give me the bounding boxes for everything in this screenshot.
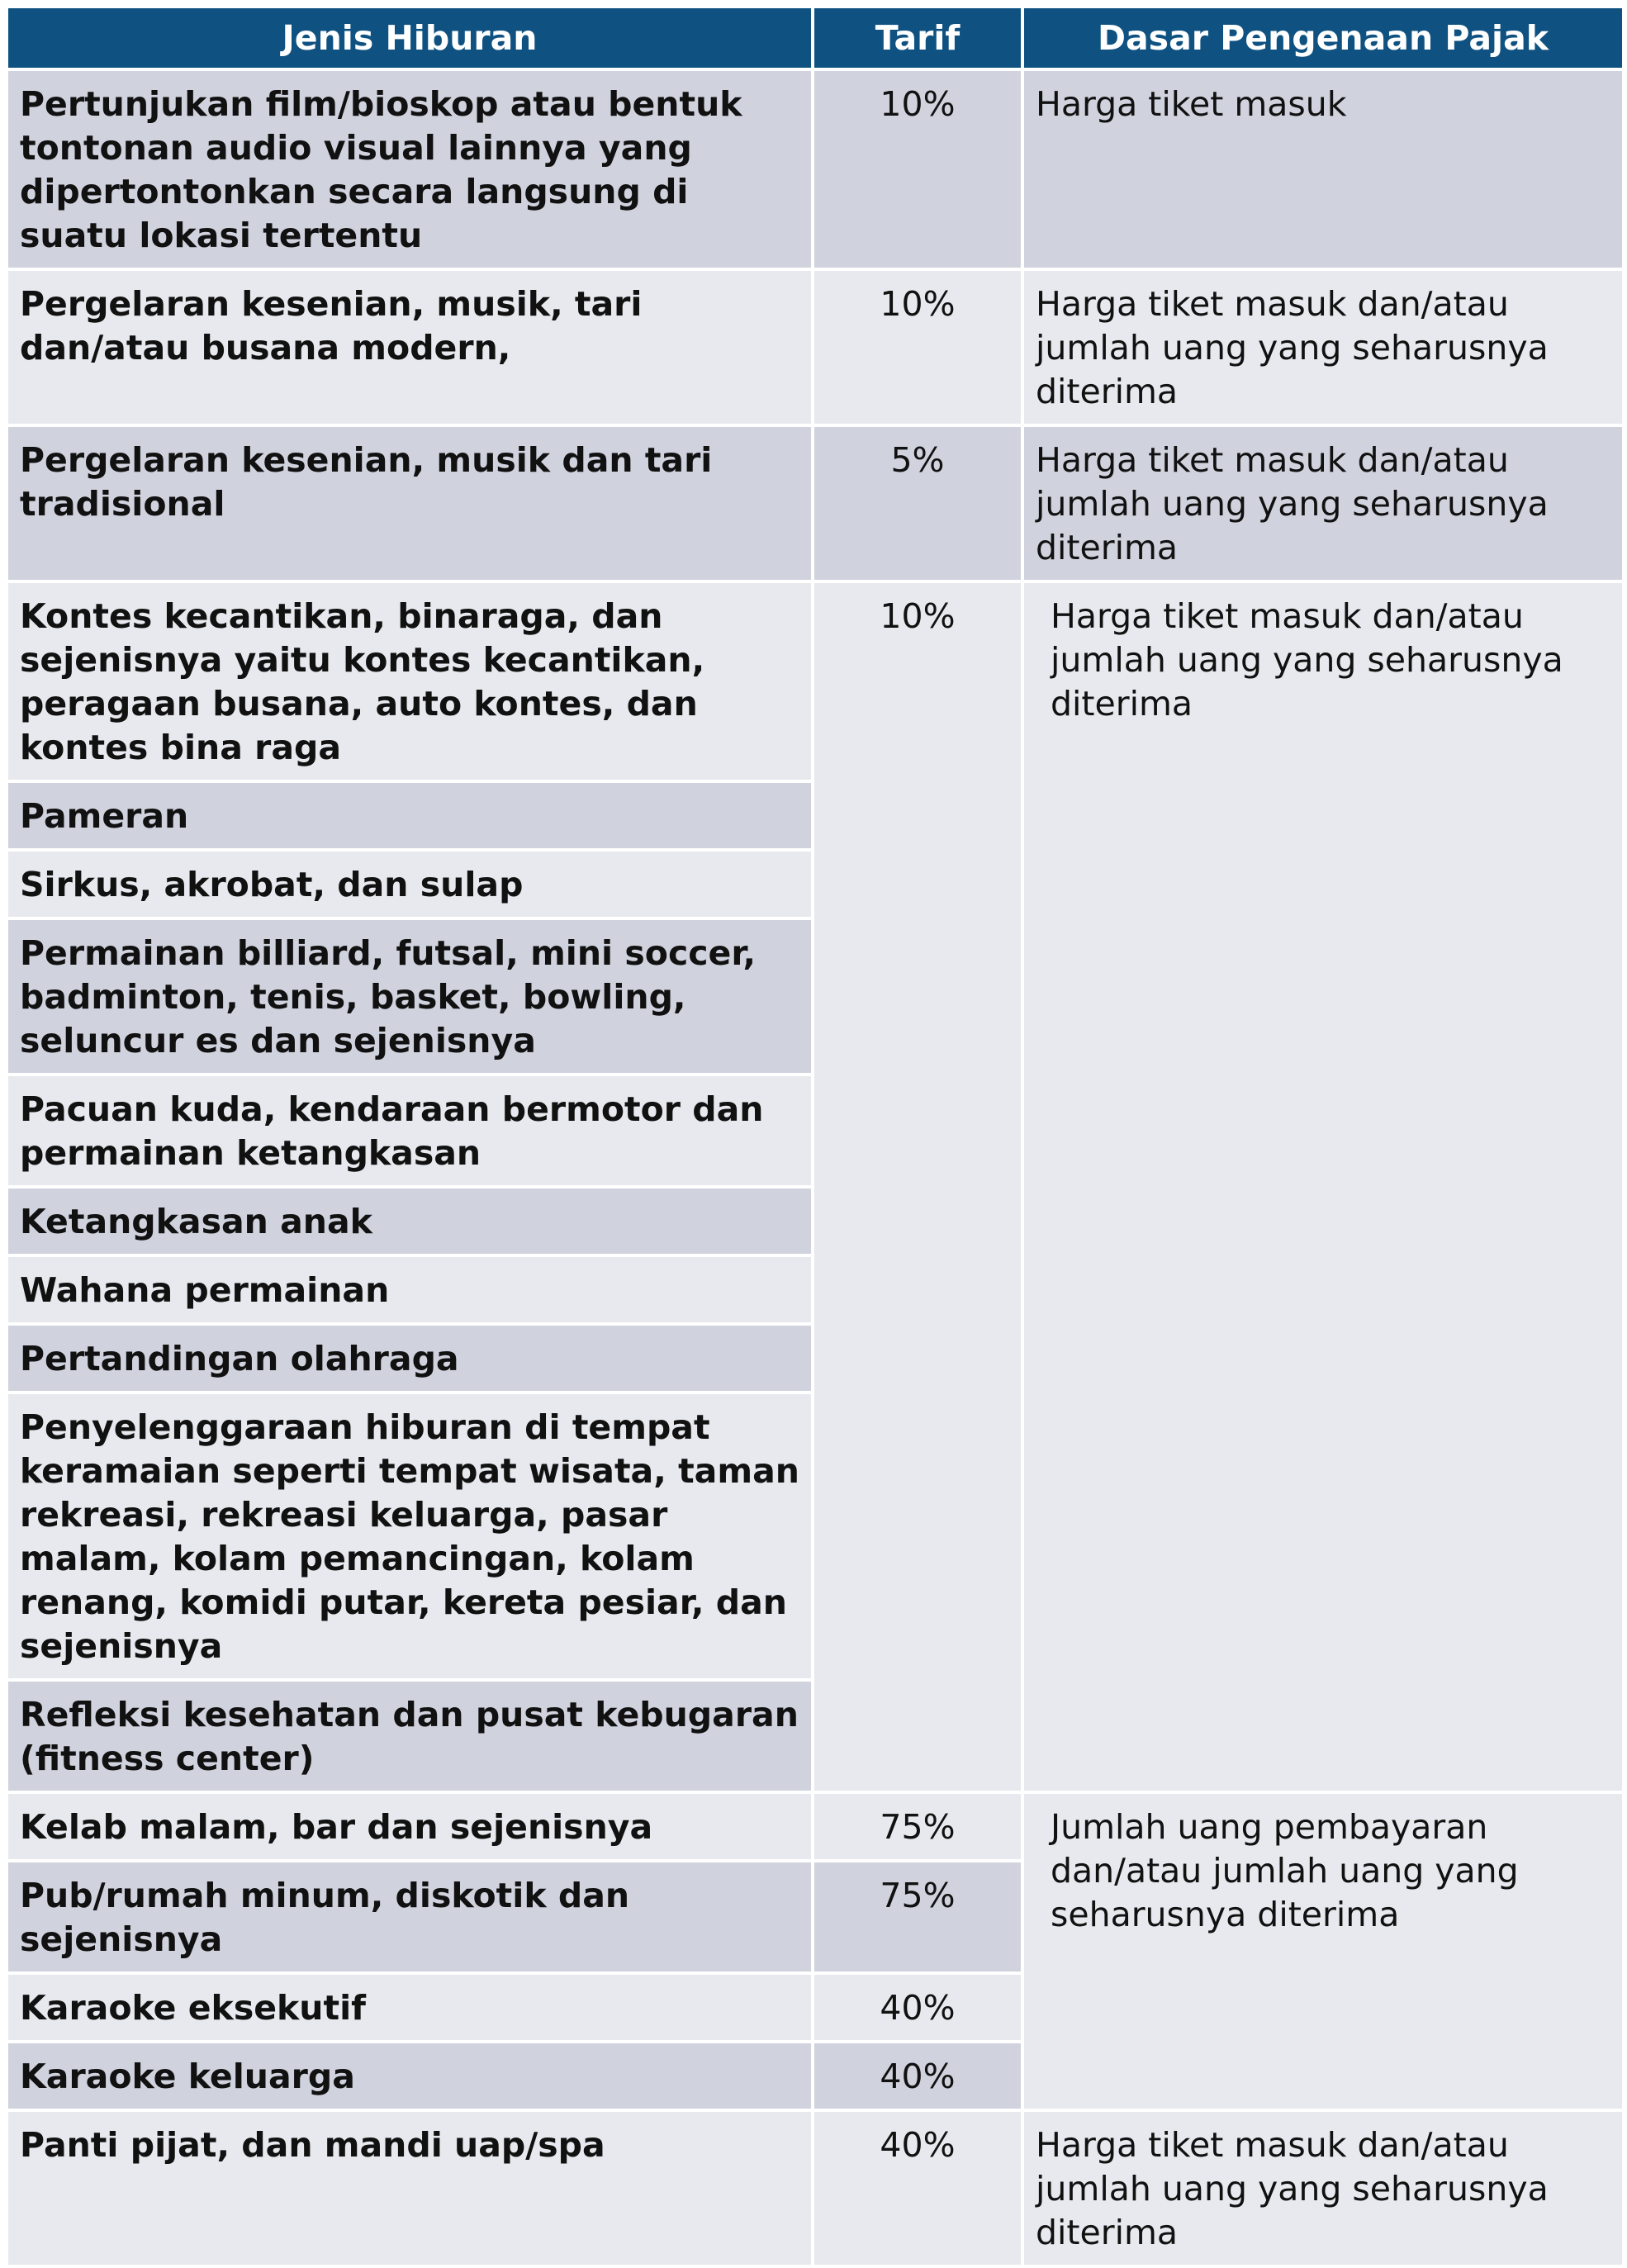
jenis-cell: Refleksi kesehatan dan pusat kebugaran (fitness center) xyxy=(8,1682,811,1791)
jenis-cell: Pameran xyxy=(8,783,811,848)
tarif-cell: 10% xyxy=(814,271,1021,424)
tarif-cell: 10% xyxy=(814,71,1021,268)
dasar-cell: Harga tiket masuk dan/atau jumlah uang yang seharusnya diterima xyxy=(1024,427,1622,580)
jenis-cell: Pergelaran kesenian, musik dan tari tradisional xyxy=(8,427,811,580)
jenis-cell: Kontes kecantikan, binaraga, dan sejenisnya yaitu kontes kecantikan, peragaan busana, auto kontes, dan kontes bina raga xyxy=(8,583,811,780)
table-row xyxy=(8,2112,1622,2265)
tarif-cell: 10% xyxy=(814,583,1021,1791)
jenis-cell: Pertunjukan film/bioskop atau bentuk tontonan audio visual lainnya yang dipertontonkan secara langsung di suatu lokasi tertentu xyxy=(8,71,811,268)
entertainment-tax-table xyxy=(5,5,1625,2268)
table-row xyxy=(8,427,1622,580)
jenis-cell: Karaoke keluarga xyxy=(8,2043,811,2109)
jenis-cell: Ketangkasan anak xyxy=(8,1189,811,1254)
tarif-cell: 40% xyxy=(814,1975,1021,2040)
tarif-cell: 75% xyxy=(814,1794,1021,1859)
dasar-cell: Harga tiket masuk dan/atau jumlah uang yang seharusnya diterima xyxy=(1024,2112,1622,2265)
jenis-cell: Pertandingan olahraga xyxy=(8,1326,811,1391)
jenis-cell: Permainan billiard, futsal, mini soccer, badminton, tenis, basket, bowling, seluncur es dan sejenisnya xyxy=(8,920,811,1073)
header-dasar: Dasar Pengenaan Pajak xyxy=(1024,8,1622,68)
dasar-cell: Harga tiket masuk dan/atau jumlah uang yang seharusnya diterima xyxy=(1024,271,1622,424)
header-tarif: Tarif xyxy=(814,8,1021,68)
tarif-cell: 40% xyxy=(814,2112,1021,2265)
table-row xyxy=(8,583,1622,780)
jenis-cell: Penyelenggaraan hiburan di tempat keramaian seperti tempat wisata, taman rekreasi, rekreasi keluarga, pasar malam, kolam pemancingan, kolam renang, komidi putar, kereta pesiar, dan sejenisnya xyxy=(8,1394,811,1678)
jenis-cell: Kelab malam, bar dan sejenisnya xyxy=(8,1794,811,1859)
jenis-cell: Pacuan kuda, kendaraan bermotor dan permainan ketangkasan xyxy=(8,1076,811,1185)
jenis-cell: Pub/rumah minum, diskotik dan sejenisnya xyxy=(8,1862,811,1971)
tarif-cell: 75% xyxy=(814,1862,1021,1971)
table-row xyxy=(8,271,1622,424)
jenis-cell: Sirkus, akrobat, dan sulap xyxy=(8,852,811,917)
dasar-cell: Harga tiket masuk dan/atau jumlah uang yang seharusnya diterima xyxy=(1024,583,1622,1791)
table-row xyxy=(8,71,1622,268)
header-row xyxy=(8,8,1622,68)
header-jenis: Jenis Hiburan xyxy=(8,8,811,68)
tarif-cell: 40% xyxy=(814,2043,1021,2109)
jenis-cell: Wahana permainan xyxy=(8,1257,811,1322)
tarif-cell: 5% xyxy=(814,427,1021,580)
tax-table-container xyxy=(5,5,1625,2268)
dasar-cell: Harga tiket masuk xyxy=(1024,71,1622,268)
jenis-cell: Karaoke eksekutif xyxy=(8,1975,811,2040)
table-row xyxy=(8,1794,1622,1859)
jenis-cell: Panti pijat, dan mandi uap/spa xyxy=(8,2112,811,2265)
dasar-cell: Jumlah uang pembayaran dan/atau jumlah uang yang seharusnya diterima xyxy=(1024,1794,1622,2109)
jenis-cell: Pergelaran kesenian, musik, tari dan/atau busana modern, xyxy=(8,271,811,424)
